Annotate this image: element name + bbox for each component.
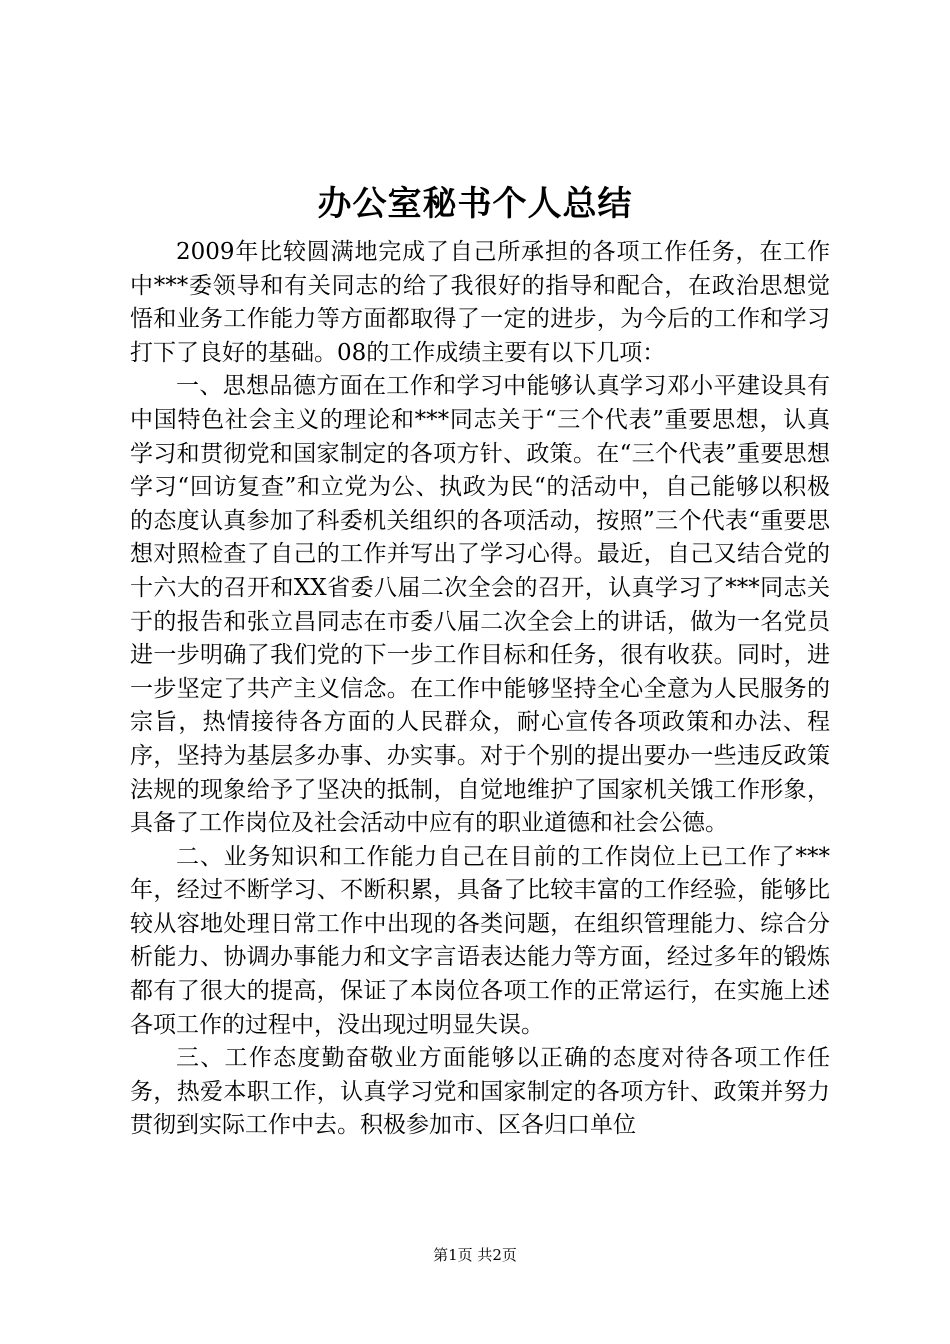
page-number-footer: 第1页 共2页 (433, 1246, 517, 1264)
document-body (130, 236, 830, 1143)
paragraph-intro: 2009年比较圆满地完成了自己所承担的各项工作任务，在工作中***委领导和有关同志的给了我很好的指导和配合，在政治思想觉悟和业务工作能力等方面都取得了一定的进步，为今后的工作和学习打下了良好的基础。08的工作成绩主要有以下几项： (130, 239, 830, 366)
paragraph-attitude: 三、工作态度勤奋敬业方面能够以正确的态度对待各项工作任务，热爱本职工作，认真学习党和国家制定的各项方针、政策并努力贯彻到实际工作中去。积极参加市、区各归口单位 (130, 1045, 830, 1139)
paragraph-ideology: 一、思想品德方面在工作和学习中能够认真学习邓小平建设具有中国特色社会主义的理论和***同志关于“三个代表”重要思想，认真学习和贯彻党和国家制定的各项方针、政策。在“三个代表”重要思想学习“回访复查”和立党为公、执政为民“的活动中，自己能够以积极的态度认真参加了科委机关组织的各项活动，按照”三个代表“重要思想对照检查了自己的工作并写出了学习心得。最近，自己又结合党的十六大的召开和XX省委八届二次全会的召开，认真学习了***同志关于的报告和张立昌同志在市委八届二次全会上的讲话，做为一名党员进一步明确了我们党的下一步工作目标和任务，很有收获。同时，进一步坚定了共产主义信念。在工作中能够坚持全心全意为人民服务的宗旨，热情接待各方面的人民群众，耐心宣传各项政策和办法、程序，坚持为基层多办事、办实事。对于个别的提出要办一些违反政策法规的现象给予了坚决的抵制，自觉地维护了国家机关饿工作形象，具备了工作岗位及社会活动中应有的职业道德和社会公德。 (130, 373, 830, 837)
document-title: 办公室秘书个人总结 (317, 184, 633, 224)
paragraph-skills: 二、业务知识和工作能力自己在目前的工作岗位上已工作了***年，经过不断学习、不断积累，具备了比较丰富的工作经验，能够比较从容地处理日常工作中出现的各类问题，在组织管理能力、综合分析能力、协调办事能力和文字言语表达能力等方面，经过多年的锻炼都有了很大的提高，保证了本岗位各项工作的正常运行，在实施上述各项工作的过程中，没出现过明显失误。 (130, 843, 830, 1038)
